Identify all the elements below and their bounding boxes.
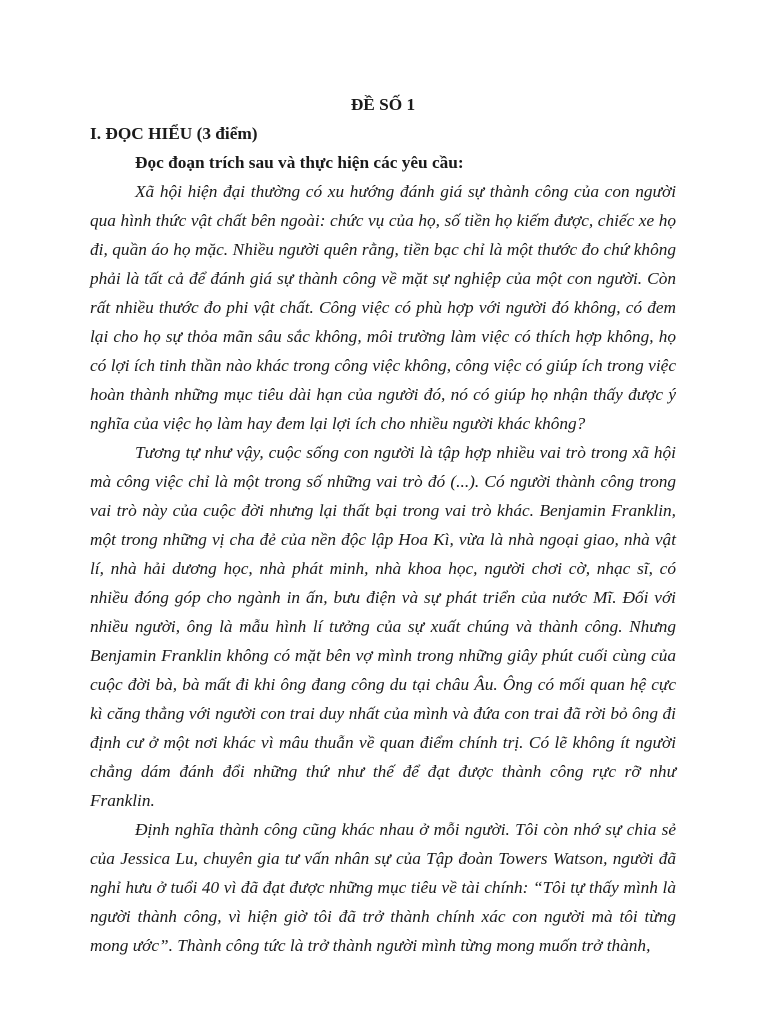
exam-title: ĐỀ SỐ 1 bbox=[350, 95, 416, 114]
section-heading: I. ĐỌC HIỂU (3 điểm) bbox=[90, 124, 258, 143]
document-page bbox=[90, 90, 676, 960]
passage-paragraph-2: Tương tự như vậy, cuộc sống con người là tập hợp nhiều vai trò trong xã hội mà công việc chỉ là một trong số những vai trò đó (...). Có người thành công trong vai trò này của cuộc đời nhưng lại thất bại trong vai trò khác. Benjamin Franklin, một trong những vị cha đẻ của nền độc lập Hoa Kì, vừa là nhà ngoại giao, nhà vật lí, nhà hải dương học, nhà phát minh, nhà khoa học, người chơi cờ, nhạc sĩ, có nhiều đóng góp cho ngành in ấn, bưu điện và sự phát triển của nước Mĩ. Đối với nhiều người, ông là mẫu hình lí tưởng của sự xuất chúng và thành công. Nhưng Benjamin Franklin không có mặt bên vợ mình trong những giây phút cuối cùng của cuộc đời bà, bà mất đi khi ông đang công du tại châu Âu. Ông có mối quan hệ cực kì căng thẳng với người con trai duy nhất của mình và đứa con trai đã rời bỏ ông đi định cư ở một nơi khác vì mâu thuẫn về quan điểm chính trị. Có lẽ không ít người chẳng dám đánh đổi những thứ như thế để đạt được thành công rực rỡ như Franklin. bbox=[90, 443, 676, 810]
instruction-text: Đọc đoạn trích sau và thực hiện các yêu cầu: bbox=[135, 153, 464, 172]
passage-paragraph-1: Xã hội hiện đại thường có xu hướng đánh giá sự thành công của con người qua hình thức vật chất bên ngoài: chức vụ của họ, số tiền họ kiếm được, chiếc xe họ đi, quần áo họ mặc. Nhiều người quên rằng, tiền bạc chỉ là một thước đo chứ không phải là tất cả để đánh giá sự thành công về mặt sự nghiệp của một con người. Còn rất nhiều thước đo phi vật chất. Công việc có phù hợp với người đó không, có đem lại cho họ sự thỏa mãn sâu sắc không, môi trường làm việc có thích hợp không, họ có lợi ích tinh thần nào khác trong công việc không, công việc có giúp ích trong việc hoàn thành những mục tiêu dài hạn của người đó, nó có giúp họ nhận thấy được ý nghĩa của việc họ làm hay đem lại lợi ích cho nhiều người khác không? bbox=[90, 182, 676, 433]
passage-paragraph-3: Định nghĩa thành công cũng khác nhau ở mỗi người. Tôi còn nhớ sự chia sẻ của Jessica Lu, chuyên gia tư vấn nhân sự của Tập đoàn Towers Watson, người đã nghỉ hưu ở tuổi 40 vì đã đạt được những mục tiêu về tài chính: “Tôi tự thấy mình là người thành công, vì hiện giờ tôi đã trở thành chính xác con người mà tôi từng mong ước”. Thành công tức là trở thành người mình từng mong muốn trở thành, bbox=[90, 820, 676, 955]
